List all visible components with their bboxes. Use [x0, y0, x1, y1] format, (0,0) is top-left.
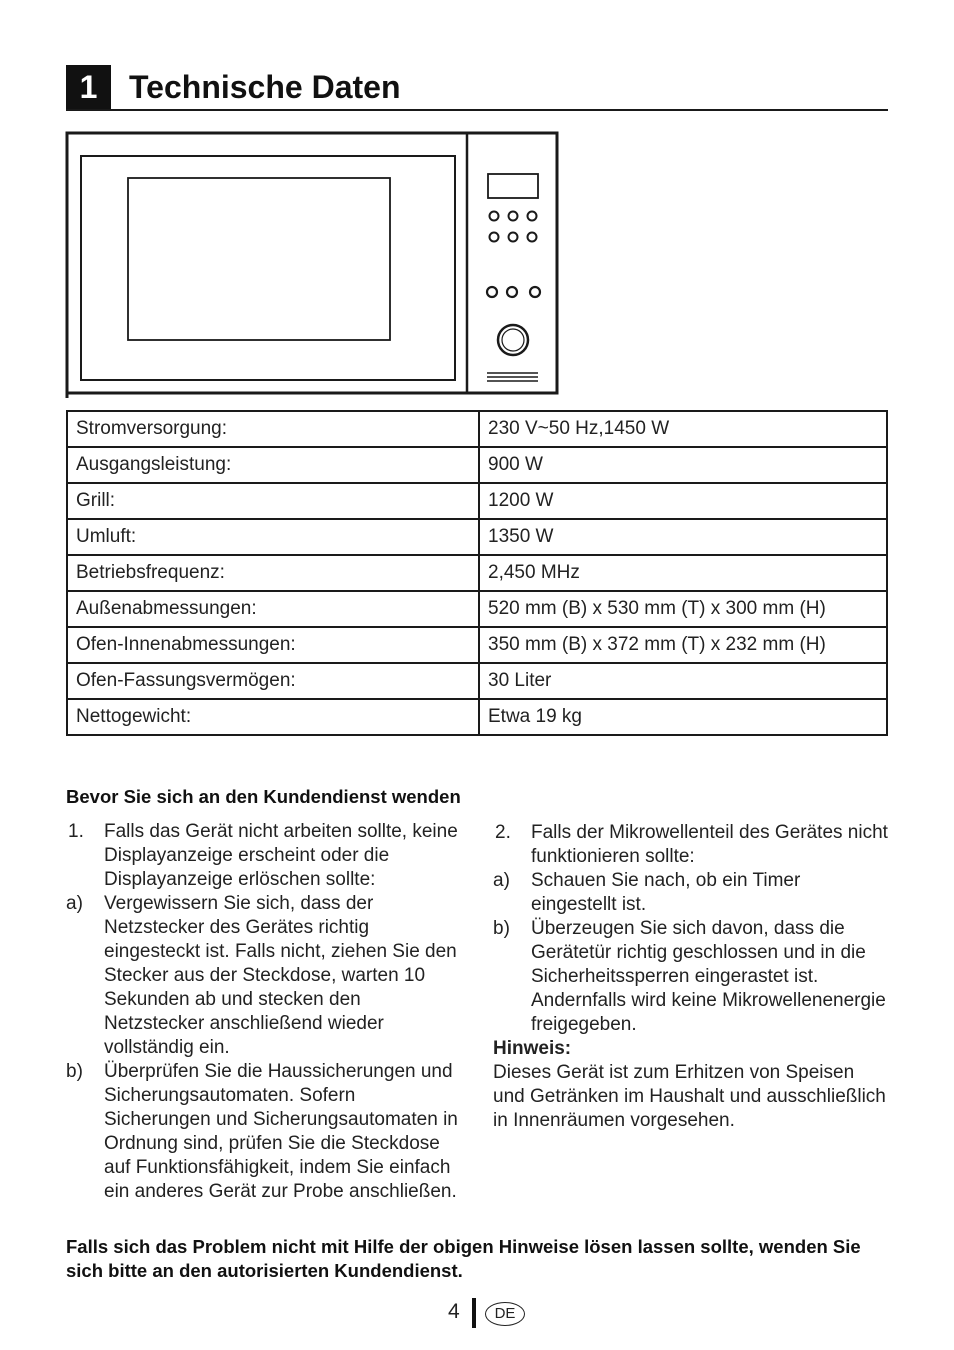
table-row [67, 447, 887, 483]
display-window [488, 174, 538, 198]
microwave-illustration [62, 128, 562, 400]
note-heading: Hinweis: [493, 1038, 572, 1059]
footer-divider [472, 1298, 476, 1328]
list-item-text: Schauen Sie nach, ob ein Timer eingestellt ist. [531, 870, 801, 915]
list-item-text: Vergewissern Sie sich, dass der Netzstecker des Gerätes richtig eingesteckt ist. Falls nicht, ziehen Sie den Stecker aus der Steckdose, warten 10 Sekunden ab und stecken den Netzstecker anschließend wieder vollständig ein. [104, 893, 457, 1058]
spec-value: 2,450 MHz [479, 555, 887, 591]
control-button [490, 233, 499, 242]
control-button [528, 233, 537, 242]
troubleshooting-column-left [66, 820, 466, 1204]
list-item [66, 820, 466, 892]
table-row [67, 411, 887, 447]
list-item [493, 821, 888, 869]
language-badge: DE [485, 1302, 525, 1326]
spec-label: Ofen-Fassungsvermögen: [67, 663, 479, 699]
troubleshooting-column-right [493, 821, 888, 1133]
table-row [67, 483, 887, 519]
spec-value: Etwa 19 kg [479, 699, 887, 735]
list-marker: a) [493, 870, 510, 891]
spec-label: Umluft: [67, 519, 479, 555]
spec-value: 350 mm (B) x 372 mm (T) x 232 mm (H) [479, 627, 887, 663]
microwave-window [128, 178, 390, 340]
spec-label: Ofen-Innenabmessungen: [67, 627, 479, 663]
section-heading: Bevor Sie sich an den Kundendienst wenden [66, 786, 461, 807]
list-item-text: Falls der Mikrowellenteil des Gerätes nicht funktionieren sollte: [531, 822, 888, 867]
spec-label: Ausgangsleistung: [67, 447, 479, 483]
spec-label: Betriebsfrequenz: [67, 555, 479, 591]
list-item [493, 917, 888, 1037]
spec-label: Grill: [67, 483, 479, 519]
spec-value: 230 V~50 Hz,1450 W [479, 411, 887, 447]
table-row [67, 519, 887, 555]
spec-table [66, 410, 888, 736]
list-item-text: Überzeugen Sie sich davon, dass die Gerätetür richtig geschlossen und in die Sicherheitssperren eingerastet ist. Andernfalls wird keine Mikrowellenenergie freigegeben. [531, 918, 886, 1035]
spec-label: Nettogewicht: [67, 699, 479, 735]
spec-value: 1350 W [479, 519, 887, 555]
control-button [530, 287, 540, 297]
list-item-text: Falls das Gerät nicht arbeiten sollte, keine Displayanzeige erscheint oder die Displayanzeige erlöschen sollte: [104, 821, 458, 890]
table-row [67, 663, 887, 699]
closing-note: Falls sich das Problem nicht mit Hilfe der obigen Hinweise lösen lassen sollte, wenden Sie sich bitte an den autorisierten Kundendienst. [66, 1236, 861, 1281]
microwave-door [81, 156, 455, 380]
list-marker: b) [66, 1061, 83, 1082]
list-item-text: Überprüfen Sie die Haussicherungen und Sicherungsautomaten. Sofern Sicherungen und Sicherungsautomaten in Ordnung sind, prüfen Sie die Steckdose auf Funktionsfähigkeit, indem Sie einfach ein anderes Gerät zur Probe anschließen. [104, 1061, 458, 1202]
microwave-body [67, 133, 557, 393]
page-number: 4 [448, 1300, 460, 1323]
chapter-title: Technische Daten [129, 69, 401, 105]
control-button [487, 287, 497, 297]
list-marker: b) [493, 918, 510, 939]
table-row [67, 591, 887, 627]
list-marker: 2. [495, 822, 511, 843]
control-button [509, 212, 518, 221]
spec-value: 900 W [479, 447, 887, 483]
list-marker: 1. [68, 821, 84, 842]
spec-value: 1200 W [479, 483, 887, 519]
list-item [493, 869, 888, 917]
spec-value: 520 mm (B) x 530 mm (T) x 300 mm (H) [479, 591, 887, 627]
control-button [509, 233, 518, 242]
spec-value: 30 Liter [479, 663, 887, 699]
control-button [490, 212, 499, 221]
chapter-number: 1 [66, 65, 111, 109]
table-row [67, 555, 887, 591]
control-button [528, 212, 537, 221]
spec-label: Außenabmessungen: [67, 591, 479, 627]
note-text: Dieses Gerät ist zum Erhitzen von Speisen und Getränken im Haushalt und ausschließlich in Innenräumen vorgesehen. [493, 1062, 886, 1131]
control-button [507, 287, 517, 297]
list-item [66, 892, 466, 1060]
table-row [67, 627, 887, 663]
spec-label: Stromversorgung: [67, 411, 479, 447]
list-marker: a) [66, 893, 83, 914]
table-row [67, 699, 887, 735]
chapter-header [66, 63, 888, 111]
list-item [66, 1060, 466, 1204]
page-footer [440, 1298, 540, 1330]
